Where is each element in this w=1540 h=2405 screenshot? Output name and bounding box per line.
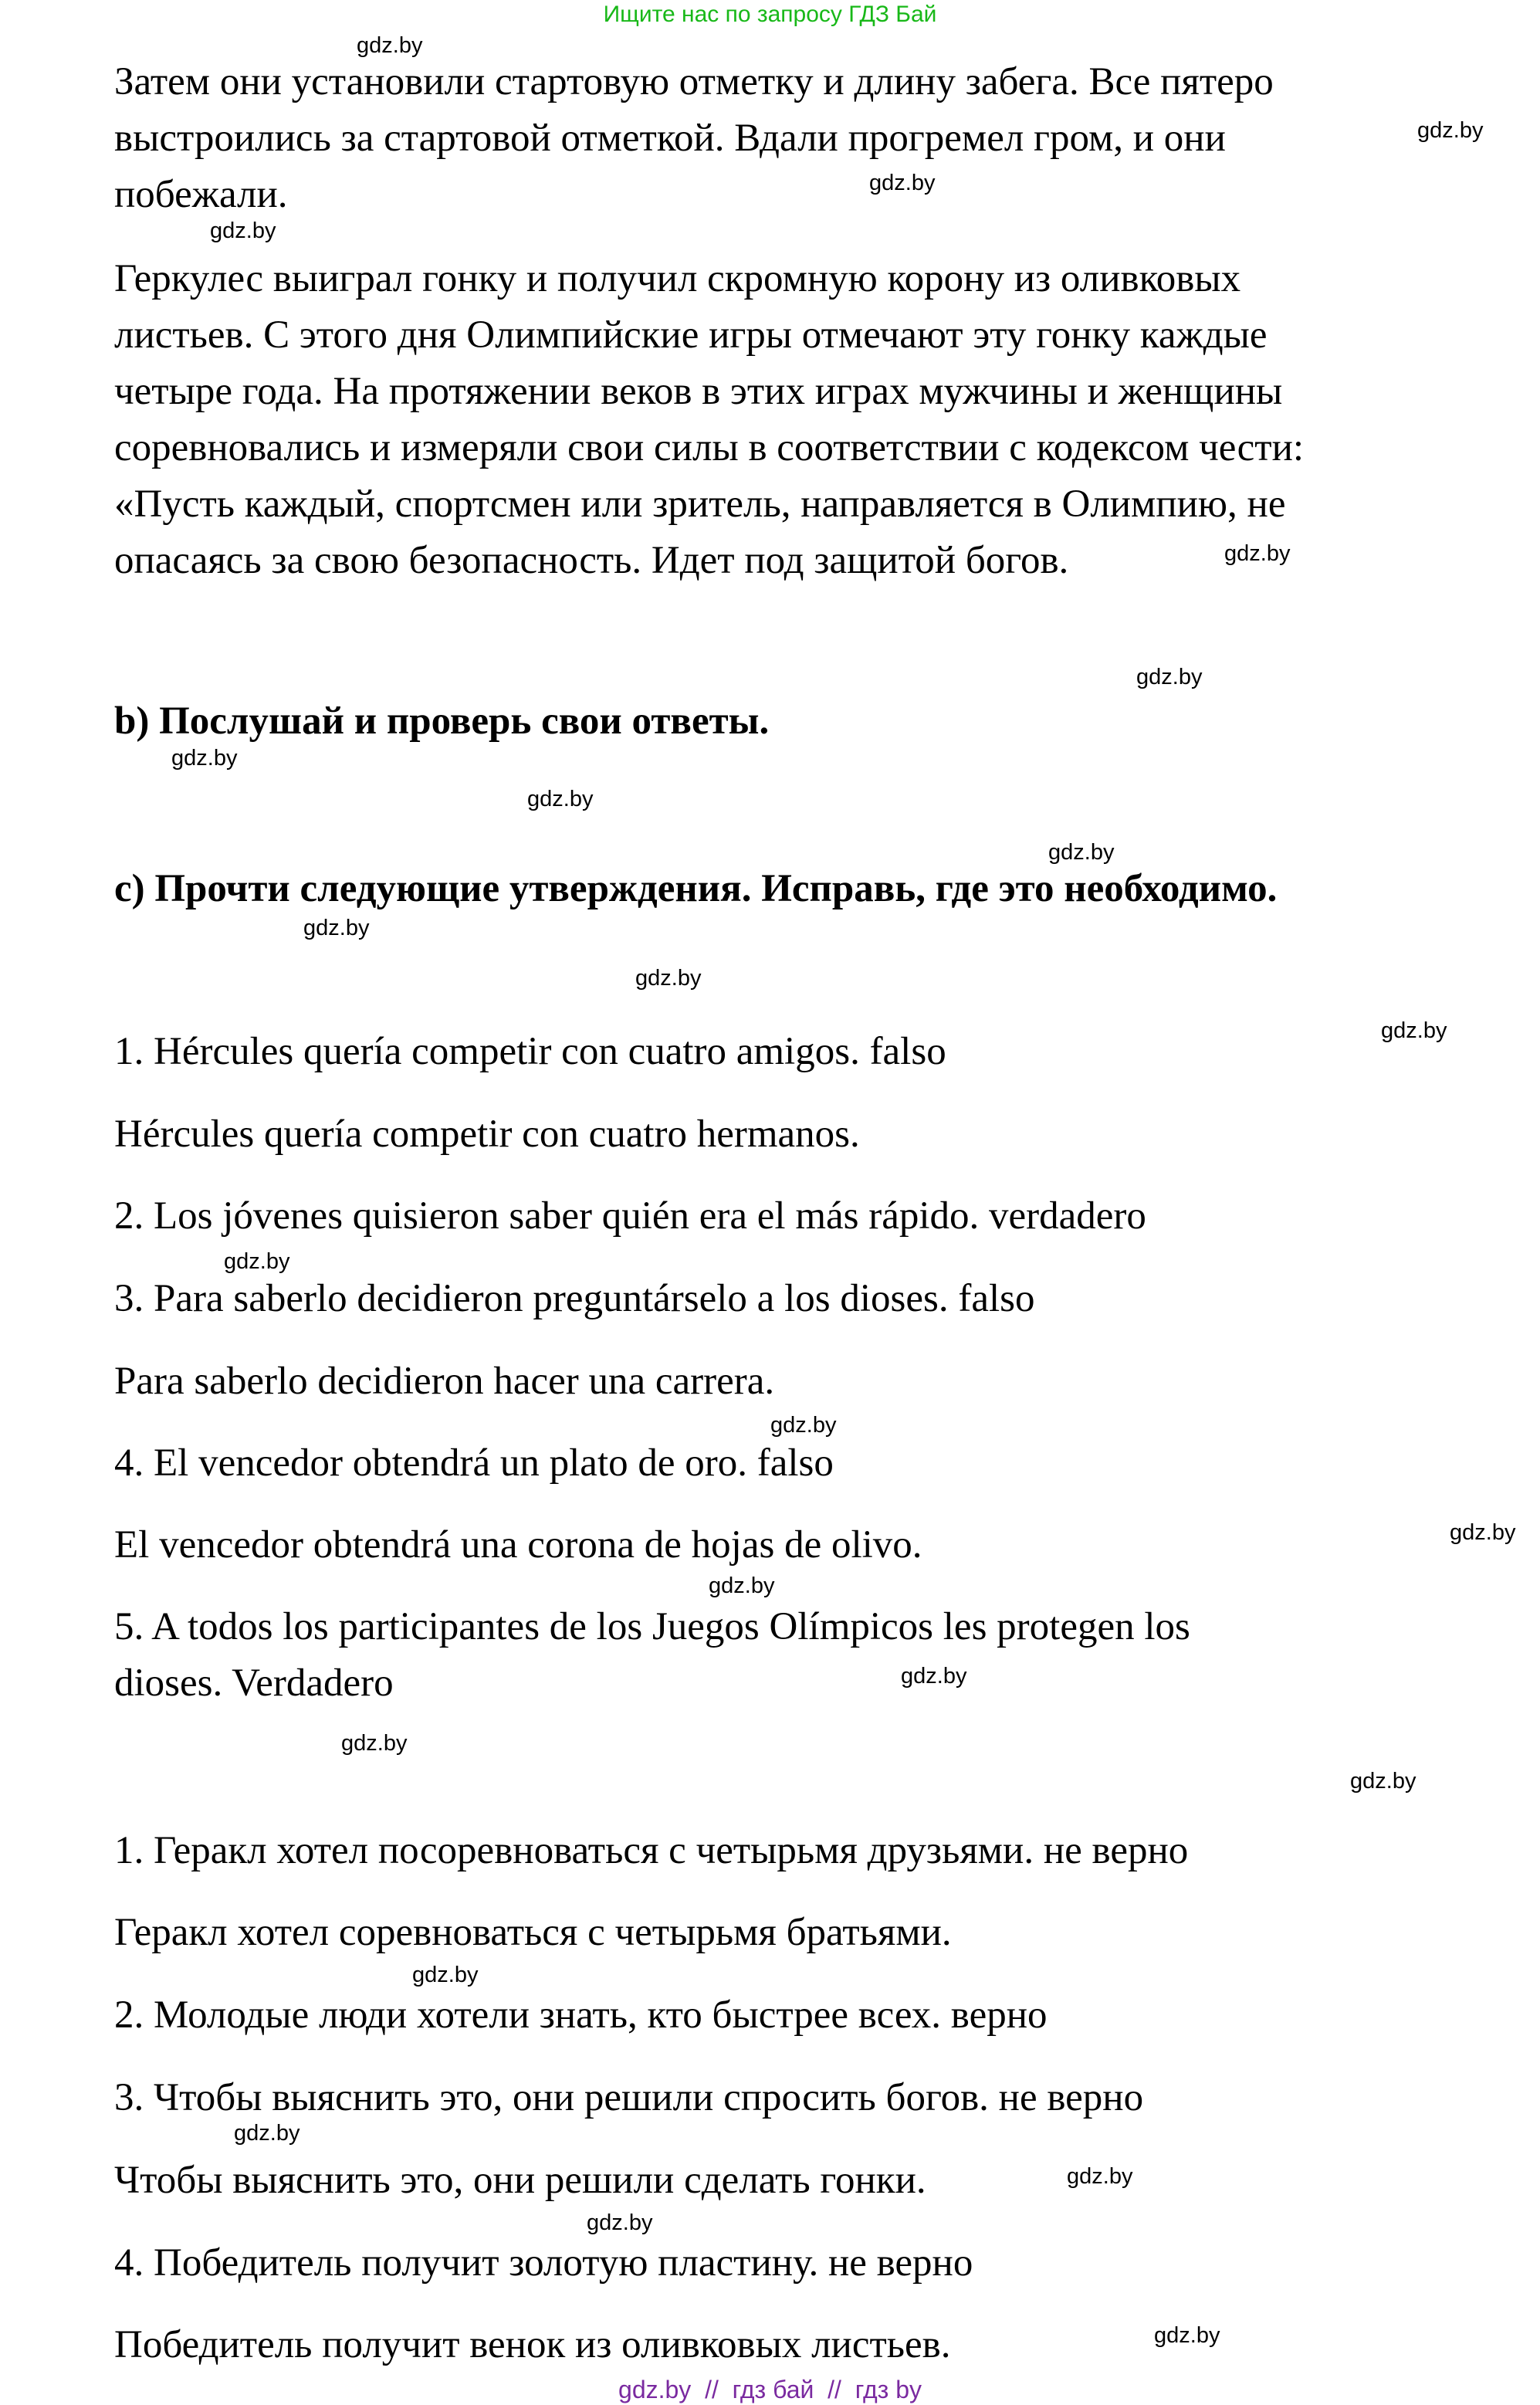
- search-banner[interactable]: [0, 0, 1540, 29]
- watermark: gdz.by: [901, 1664, 967, 1689]
- footer-links[interactable]: [0, 2374, 1540, 2405]
- footer-text[interactable]: gdz.by // гдз бай // гдз by: [618, 2376, 922, 2403]
- answer-es-3: 3. Para saberlo decidieron preguntárselo a los dioses. falso: [114, 1277, 1035, 1320]
- story-line: опасаясь за свою безопасность. Идет под защитой богов.: [114, 539, 1069, 582]
- watermark: gdz.by: [1154, 2323, 1220, 2348]
- answer-es-2: 2. Los jóvenes quisieron saber quién era el más rápido. verdadero: [114, 1194, 1146, 1238]
- watermark: gdz.by: [635, 966, 702, 991]
- answer-es-5: 5. A todos los participantes de los Juegos Olímpicos les protegen los: [114, 1605, 1190, 1648]
- watermark: gdz.by: [869, 171, 936, 195]
- watermark: gdz.by: [224, 1249, 290, 1274]
- task-b-heading: b) Послушай и проверь свои ответы.: [114, 699, 770, 743]
- watermark: gdz.by: [1417, 118, 1484, 143]
- watermark: gdz.by: [1224, 541, 1291, 566]
- answer-es-5-cont: dioses. Verdadero: [114, 1661, 394, 1705]
- story-paragraph-1: [114, 54, 1504, 223]
- watermark: gdz.by: [770, 1413, 837, 1438]
- watermark: gdz.by: [234, 2121, 300, 2146]
- watermark: gdz.by: [1350, 1769, 1416, 1794]
- correction-ru-4: Победитель получит венок из оливковых листьев.: [114, 2323, 951, 2366]
- story-paragraph-2: [114, 251, 1504, 589]
- correction-es-3: Para saberlo decidieron hacer una carrera.: [114, 1360, 775, 1403]
- answer-ru-4: 4. Победитель получит золотую пластину. не верно: [114, 2241, 973, 2285]
- answer-ru-2: 2. Молодые люди хотели знать, кто быстрее всех. верно: [114, 1993, 1048, 2037]
- watermark: gdz.by: [527, 787, 594, 811]
- story-line: выстроились за стартовой отметкой. Вдали прогремел гром, и они: [114, 117, 1226, 160]
- story-line: четыре года. На протяжении веков в этих играх мужчины и женщины: [114, 370, 1283, 413]
- answer-es-1: 1. Hércules quería competir con cuatro amigos. falso: [114, 1030, 946, 1073]
- story-line: Затем они установили стартовую отметку и длину забега. Все пятеро: [114, 60, 1274, 103]
- correction-ru-3: Чтобы выяснить это, они решили сделать гонки.: [114, 2159, 926, 2202]
- story-line: побежали.: [114, 173, 288, 216]
- story-line: листьев. С этого дня Олимпийские игры отмечают эту гонку каждые: [114, 313, 1268, 357]
- answer-ru-3: 3. Чтобы выяснить это, они решили спросить богов. не верно: [114, 2076, 1144, 2119]
- watermark: gdz.by: [210, 218, 276, 243]
- watermark: gdz.by: [341, 1731, 408, 1756]
- story-line: «Пусть каждый, спортсмен или зритель, направляется в Олимпию, не: [114, 483, 1286, 526]
- watermark: gdz.by: [1136, 665, 1203, 689]
- watermark: gdz.by: [1048, 840, 1115, 865]
- correction-es-1: Hércules quería competir con cuatro hermanos.: [114, 1113, 860, 1156]
- watermark: gdz.by: [1381, 1018, 1447, 1043]
- watermark: gdz.by: [709, 1573, 775, 1598]
- watermark: gdz.by: [303, 916, 370, 940]
- story-line: Геркулес выиграл гонку и получил скромную корону из оливковых: [114, 257, 1241, 300]
- watermark: gdz.by: [1450, 1520, 1516, 1545]
- story-line: соревновались и измеряли свои силы в соответствии с кодексом чести:: [114, 426, 1305, 469]
- task-c-heading: c) Прочти следующие утверждения. Исправь, где это необходимо.: [114, 867, 1278, 910]
- answer-ru-1: 1. Геракл хотел посоревноваться с четырьмя друзьями. не верно: [114, 1829, 1189, 1872]
- correction-es-4: El vencedor obtendrá una corona de hojas de olivo.: [114, 1523, 922, 1567]
- answer-es-4: 4. El vencedor obtendrá un plato de oro. falso: [114, 1441, 834, 1485]
- watermark: gdz.by: [587, 2210, 653, 2235]
- watermark: gdz.by: [1067, 2164, 1133, 2189]
- watermark: gdz.by: [357, 33, 423, 58]
- watermark: gdz.by: [412, 1963, 479, 1987]
- banner-text[interactable]: Ищите нас по запросу ГДЗ Бай: [603, 2, 937, 27]
- correction-ru-1: Геракл хотел соревноваться с четырьмя братьями.: [114, 1911, 952, 1954]
- watermark: gdz.by: [171, 746, 238, 771]
